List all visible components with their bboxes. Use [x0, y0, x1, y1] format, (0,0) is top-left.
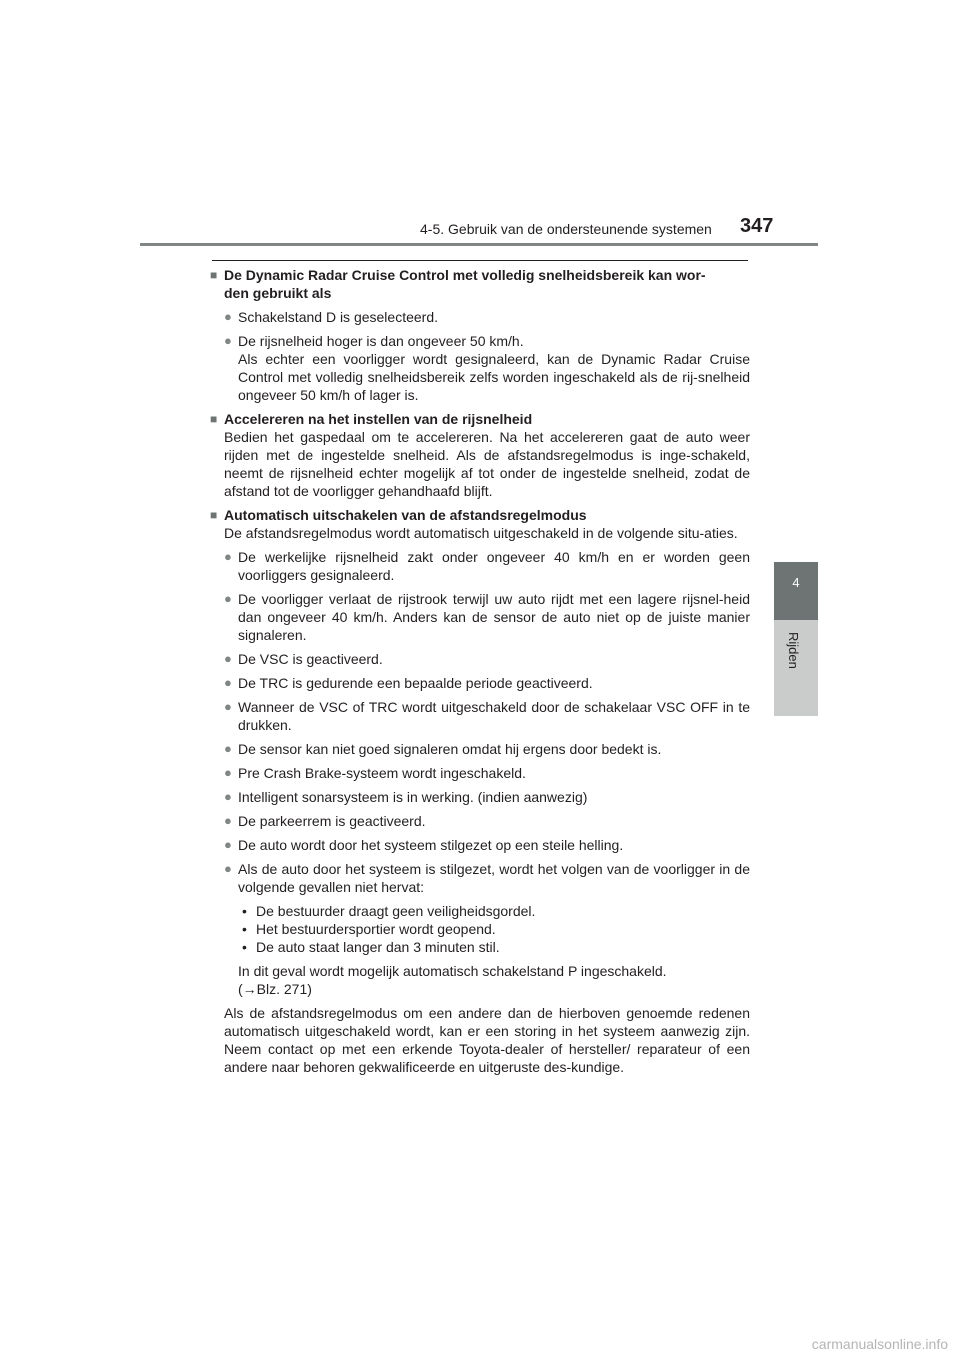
list-item — [210, 650, 750, 668]
list-item-text: De TRC is gedurende een bepaalde periode geactiveerd. — [238, 675, 593, 691]
list-item — [210, 674, 750, 692]
section-heading — [210, 410, 750, 428]
list-item — [210, 836, 750, 854]
main-content — [210, 266, 750, 1082]
list-item-text: Wanneer de VSC of TRC wordt uitgeschakeld door de schakelaar VSC OFF in te drukken. — [238, 699, 750, 733]
section-paragraph: De afstandsregelmodus wordt automatisch uitgeschakeld in de volgende situ-aties. — [224, 525, 738, 541]
list-item — [210, 308, 750, 326]
circle-bullet-icon: ● — [224, 591, 232, 606]
chapter-tab — [774, 562, 818, 620]
list-item-text: De auto wordt door het systeem stilgezet op een steile helling. — [238, 837, 624, 853]
section-2 — [210, 410, 750, 500]
list-item-text: De sensor kan niet goed signaleren omdat hij ergens door bedekt is. — [238, 741, 662, 757]
section-1 — [210, 266, 750, 404]
section-3 — [210, 506, 750, 1076]
square-bullet-icon: ■ — [210, 412, 218, 426]
list-item-text: De VSC is geactiveerd. — [238, 651, 383, 667]
list-item-text: De rijsnelheid hoger is dan ongeveer 50 km/h. Als echter een voorligger wordt gesignaleerd, kan de Dynamic Radar Cruise Control met volledig snelheidsbereik zelfs worden ingeschakeld als de rij-snelheid ongeveer 50 km/h of lager is. — [238, 333, 750, 403]
circle-bullet-icon: ● — [224, 699, 232, 714]
list-item — [210, 698, 750, 734]
sub-list — [242, 902, 750, 956]
sub-list-item-text: Het bestuurdersportier wordt geopend. — [256, 921, 496, 937]
section-heading — [210, 506, 750, 524]
list-item-text: Schakelstand D is geselecteerd. — [238, 309, 438, 325]
section-heading-text: Automatisch uitschakelen van de afstandsregelmodus — [224, 507, 587, 523]
list-item — [210, 764, 750, 782]
circle-bullet-icon: ● — [224, 651, 232, 666]
content-divider — [212, 260, 748, 261]
section-heading-text: Accelereren na het instellen van de rijsnelheid — [224, 411, 533, 427]
circle-bullet-icon: ● — [224, 837, 232, 852]
section-paragraph: Bedien het gaspedaal om te accelereren. Na het accelereren gaat de auto weer rijden met de ingestelde snelheid. Als de afstandsregelmodus is inge-schakeld, neemt de rijsnelheid echter mogelijk af tot onder de ingestelde snelheid, zodat de afstand tot de voorligger gehandhaafd blijft. — [224, 429, 750, 499]
note-paragraph: In dit geval wordt mogelijk automatisch schakelstand P ingeschakeld. (→Blz. 271) — [238, 963, 667, 997]
footer-watermark: carmanualsonline.info — [811, 1336, 948, 1352]
circle-bullet-icon: ● — [224, 861, 232, 876]
sub-bullet-icon: • — [242, 939, 247, 955]
circle-bullet-icon: ● — [224, 333, 232, 348]
circle-bullet-icon: ● — [224, 765, 232, 780]
list-item — [210, 860, 750, 896]
section-heading — [210, 266, 750, 302]
sub-list-item — [242, 902, 750, 920]
sub-bullet-icon: • — [242, 921, 247, 937]
list-item-text: Intelligent sonarsysteem is in werking. (indien aanwezig) — [238, 789, 588, 805]
page-number: 347 — [740, 215, 774, 237]
list-item — [210, 590, 750, 644]
section-heading-text: De Dynamic Radar Cruise Control met volledig snelheidsbereik kan wor- den gebruikt als — [224, 267, 706, 301]
sub-list-item-text: De auto staat langer dan 3 minuten stil. — [256, 939, 500, 955]
chapter-label: Rijden — [786, 632, 801, 669]
square-bullet-icon: ■ — [210, 268, 218, 282]
circle-bullet-icon: ● — [224, 789, 232, 804]
list-item-text: De parkeerrem is geactiveerd. — [238, 813, 426, 829]
list-item — [210, 788, 750, 806]
header-title: 4-5. Gebruik van de ondersteunende systemen — [420, 221, 712, 237]
list-item-text: De werkelijke rijsnelheid zakt onder ongeveer 40 km/h en er worden geen voorliggers gesignaleerd. — [238, 549, 750, 583]
square-bullet-icon: ■ — [210, 508, 218, 522]
circle-bullet-icon: ● — [224, 813, 232, 828]
circle-bullet-icon: ● — [224, 675, 232, 690]
list-item-text: Pre Crash Brake-systeem wordt ingeschakeld. — [238, 765, 526, 781]
list-item — [210, 740, 750, 758]
circle-bullet-icon: ● — [224, 741, 232, 756]
list-item — [210, 332, 750, 404]
sub-list-item — [242, 920, 750, 938]
header-divider — [140, 243, 818, 246]
list-item — [210, 812, 750, 830]
list-item — [210, 548, 750, 584]
sub-list-item-text: De bestuurder draagt geen veiligheidsgordel. — [256, 903, 536, 919]
chapter-number: 4 — [792, 575, 800, 590]
closing-paragraph: Als de afstandsregelmodus om een andere dan de hierboven genoemde redenen automatisch uitgeschakeld wordt, kan er een storing in het systeem aanwezig zijn. Neem contact op met een erkende Toyota-dealer of hersteller/ reparateur of een andere naar behoren gekwalificeerde en uitgeruste des-kundige. — [224, 1005, 750, 1075]
sub-list-item — [242, 938, 750, 956]
list-item-text: Als de auto door het systeem is stilgezet, wordt het volgen van de voorligger in de volgende gevallen niet hervat: — [238, 861, 750, 895]
circle-bullet-icon: ● — [224, 309, 232, 324]
circle-bullet-icon: ● — [224, 549, 232, 564]
list-item-text: De voorligger verlaat de rijstrook terwijl uw auto rijdt met een lagere rijsnel-heid dan ongeveer 40 km/h. Anders kan de sensor de auto niet op de juiste manier signaleren. — [238, 591, 750, 643]
sub-bullet-icon: • — [242, 903, 247, 919]
